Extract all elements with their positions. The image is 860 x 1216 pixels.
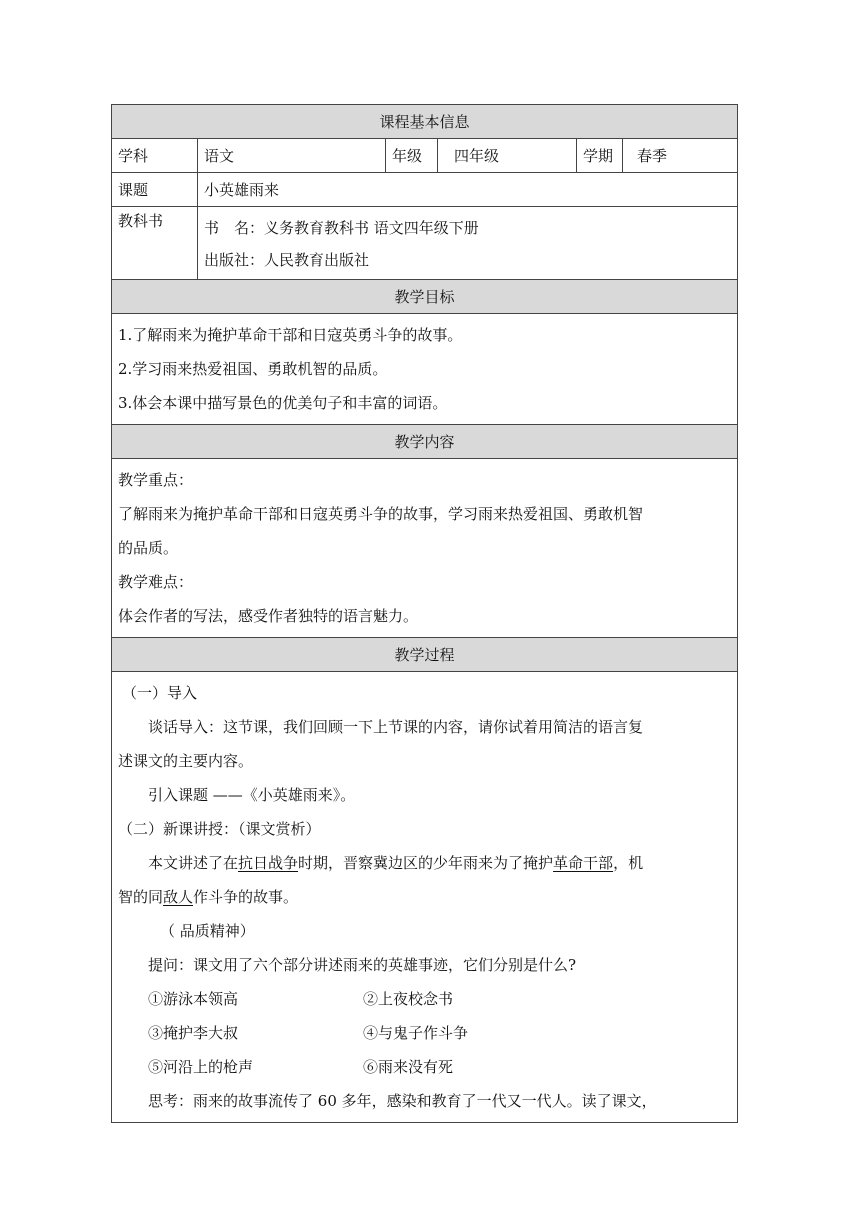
section-header-content: 教学内容 [112, 425, 738, 459]
content-block [112, 459, 738, 638]
underlined-term: 革命干部 [553, 854, 614, 872]
book-name: 书 名：义务教育教科书 语文四年级下册 [204, 219, 479, 237]
textbook-label: 教科书 [112, 207, 198, 280]
difficulty-text: 体会作者的写法，感受作者独特的语言魅力。 [118, 607, 419, 625]
goal-item: 2.学习雨来热爱祖国、勇敢机智的品质。 [118, 360, 388, 378]
intro-line: 谈话导入：这节课，我们回顾一下上节课的内容，请你试着用简洁的语言复 [148, 718, 644, 736]
think-line: 思考：雨来的故事流传了 60 多年，感染和教育了一代又一代人。读了课文， [148, 1092, 657, 1110]
underlined-term: 抗日战争 [238, 854, 299, 872]
textbook-value [198, 207, 738, 280]
story-text: 时期，晋察冀边区的少年雨来为了掩护 [298, 854, 554, 872]
story-text: ，机 [613, 854, 644, 872]
section-header-goals: 教学目标 [112, 280, 738, 314]
question-line: 提问：课文用了六个部分讲述雨来的英雄事迹，它们分别是什么? [148, 956, 577, 974]
term-value: 春季 [623, 139, 738, 173]
goal-item: 1.了解雨来为掩护革命干部和日寇英勇斗争的故事。 [118, 326, 463, 344]
topic-value: 小英雄雨来 [198, 173, 738, 207]
key-point-line: 了解雨来为掩护革命干部和日寇英勇斗争的故事，学习雨来热爱祖国、勇敢机智 [118, 505, 644, 523]
part-item: ⑥雨来没有死 [363, 1058, 454, 1076]
part-item: ⑤河沿上的枪声 [148, 1058, 254, 1076]
publisher: 出版社：人民教育出版社 [204, 251, 370, 269]
parts-row [118, 1016, 731, 1050]
story-line [118, 880, 731, 914]
process-block [112, 672, 738, 1123]
new-lesson-heading: （二）新课讲授：（课文赏析） [118, 820, 321, 838]
story-line [118, 846, 731, 880]
key-point-label: 教学重点： [118, 471, 194, 489]
topic-label: 课题 [112, 173, 198, 207]
parts-row [118, 1050, 731, 1084]
grade-label: 年级 [386, 139, 438, 173]
quality-heading: （ 品质精神） [160, 922, 255, 940]
goal-item: 3.体会本课中描写景色的优美句子和丰富的词语。 [118, 394, 448, 412]
story-text: 作斗争的故事。 [193, 888, 299, 906]
part-item: ②上夜校念书 [363, 990, 454, 1008]
lesson-plan-table [111, 104, 738, 1123]
section-header-info: 课程基本信息 [112, 105, 738, 139]
story-text: 智的同 [118, 888, 164, 906]
part-item: ④与鬼子作斗争 [363, 1024, 469, 1042]
term-label: 学期 [577, 139, 623, 173]
intro-line: 述课文的主要内容。 [118, 752, 254, 770]
part-item: ③掩护李大叔 [148, 1024, 239, 1042]
subject-value: 语文 [198, 139, 386, 173]
intro-heading: （一）导入 [122, 684, 198, 702]
part-item: ①游泳本领高 [148, 990, 239, 1008]
goals-list [112, 314, 738, 425]
subject-label: 学科 [112, 139, 198, 173]
section-header-process: 教学过程 [112, 638, 738, 672]
underlined-term: 敌人 [163, 888, 194, 906]
intro-line: 引入课题 ——《小英雄雨来》。 [148, 786, 356, 804]
grade-value: 四年级 [438, 139, 577, 173]
story-text: 本文讲述了在 [148, 854, 239, 872]
parts-row [118, 982, 731, 1016]
difficulty-label: 教学难点： [118, 573, 194, 591]
key-point-line: 的品质。 [118, 539, 179, 557]
